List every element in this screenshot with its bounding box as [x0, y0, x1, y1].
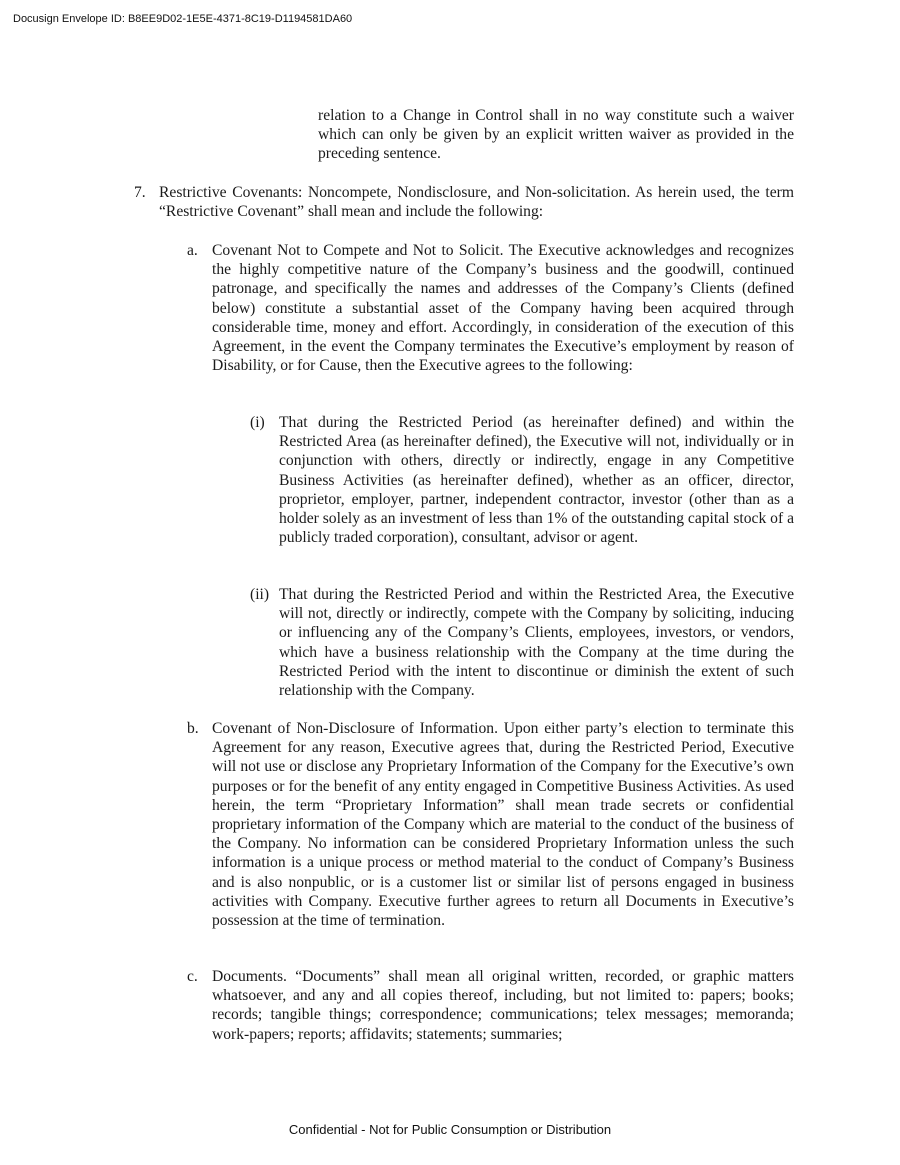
item-c-marker: c. [187, 968, 198, 985]
confidential-footer: Confidential - Not for Public Consumption or Distribution [288, 1122, 612, 1137]
item-a-i-paragraph: That during the Restricted Period (as hereinafter defined) and within the Restricted Area (as hereinafter defined), the Executive will not, individually or in conjunction with others, directly or indirectly, engage in any Competitive Business Activities (as hereinafter defined), whether as an officer, director, proprietor, employer, partner, independent contractor, investor (other than as a holder solely as an investment of less than 1% of the outstanding capital stock of a publicly traded corporation), consultant, advisor or agent. [279, 414, 794, 547]
item-c-paragraph: Documents. “Documents” shall mean all original written, recorded, or graphic matters whatsoever, and any and all copies thereof, including, but not limited to: papers; books; records; tangible things; correspondence; communications; telex messages; memoranda; work-papers; reports; affidavits; statements; summaries; [212, 968, 794, 1043]
item-a-i-marker: (i) [250, 414, 265, 431]
continuation-paragraph: relation to a Change in Control shall in no way constitute such a waiver which can only be given by an explicit written waiver as provided in the preceding sentence. [318, 107, 794, 163]
section-7-heading-paragraph: Restrictive Covenants: Noncompete, Nondisclosure, and Non-solicitation. As herein used, the term “Restrictive Covenant” shall mean and include the following: [159, 184, 794, 221]
item-b-paragraph: Covenant of Non-Disclosure of Information. Upon either party’s election to terminate this Agreement for any reason, Executive agrees that, during the Restricted Period, Executive will not use or disclose any Proprietary Information of the Company for the Executive’s own purposes or for the benefit of any entity engaged in Competitive Business Activities. As used herein, the term “Proprietary Information” shall mean trade secrets or confidential proprietary information of the Company which are material to the conduct of the business of the Company. No information can be considered Proprietary Information unless the such information is a unique process or method material to the conduct of Company’s Business and is also nonpublic, or is a customer list or similar list of persons engaged in business activities with Company. Executive further agrees to return all Documents in Executive’s possession at the time of termination. [212, 720, 794, 930]
item-a-ii-marker: (ii) [250, 586, 270, 603]
item-a-paragraph: Covenant Not to Compete and Not to Solicit. The Executive acknowledges and recognizes the highly competitive nature of the Company’s business and the goodwill, continued patronage, and specifically the names and addresses of the Company’s Clients (defined below) constitute a substantial asset of the Company having been acquired through considerable time, money and effort. Accordingly, in consideration of the execution of this Agreement, in the event the Company terminates the Executive’s employment by reason of Disability, or for Cause, then the Executive agrees to the following: [212, 242, 794, 375]
item-a-ii-paragraph: That during the Restricted Period and within the Restricted Area, the Executive will not, directly or indirectly, compete with the Company by soliciting, inducing or influencing any of the Company’s Clients, employees, investors, or vendors, which have a business relationship with the Company at the time during the Restricted Period with the intent to discontinue or diminish the extent of such relationship with the Company. [279, 586, 794, 700]
docusign-envelope-id: Docusign Envelope ID: B8EE9D02-1E5E-4371-8C19-D1194581DA60 [13, 13, 353, 25]
section-7-number: 7. [134, 184, 146, 201]
item-b-marker: b. [187, 720, 199, 737]
item-a-marker: a. [187, 242, 198, 259]
